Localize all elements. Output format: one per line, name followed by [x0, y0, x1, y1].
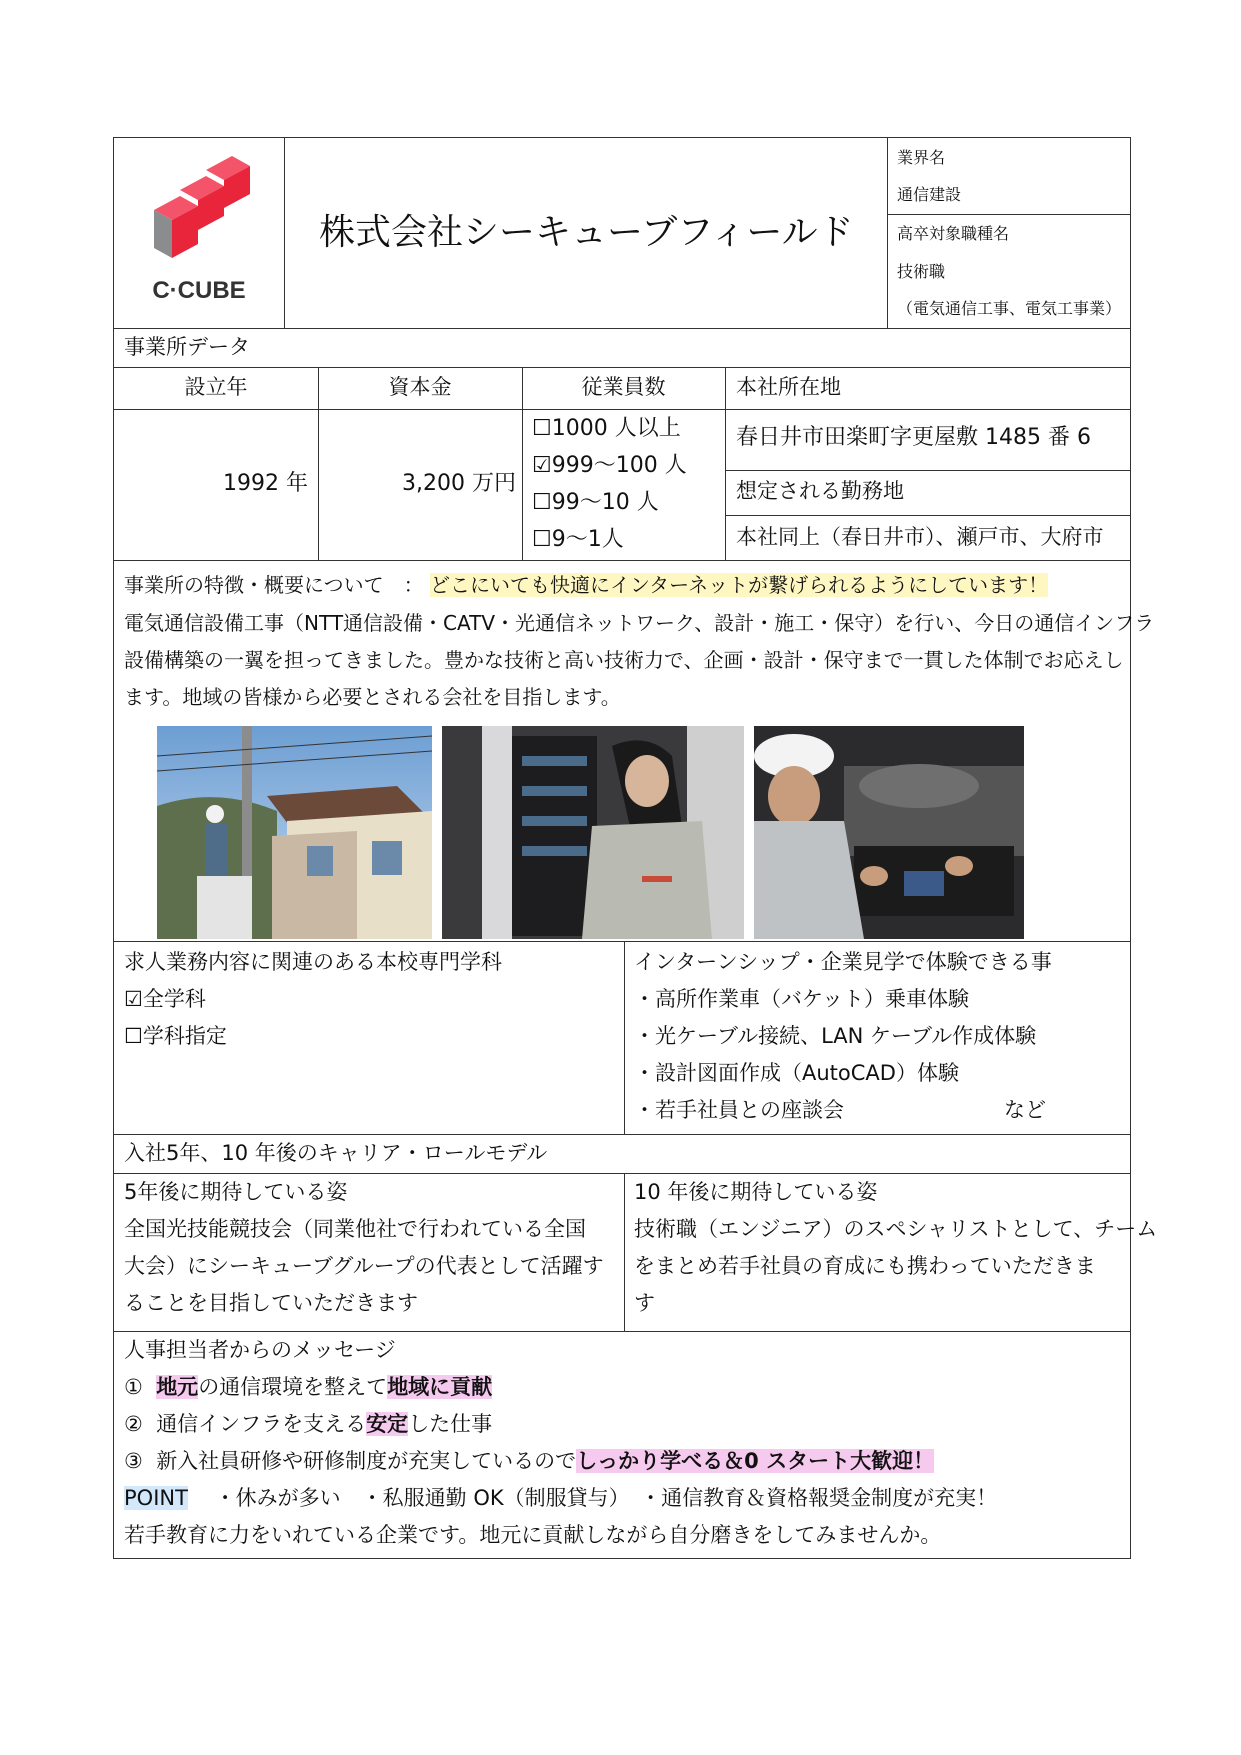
career-ten-line: す	[634, 1291, 655, 1315]
departments-title: 求人業務内容に関連のある本校専門学科	[124, 950, 502, 974]
career-ten-line: をまとめ若手社員の育成にも携わっていただきま	[634, 1254, 1096, 1278]
career-content-row	[113, 1174, 1158, 1332]
message-point-3	[124, 1449, 934, 1474]
workplace-label: 想定される勤務地	[736, 479, 904, 503]
message-text: した仕事	[408, 1412, 493, 1436]
message-point-2	[124, 1412, 492, 1437]
employee-option: ☐99～10 人	[532, 490, 659, 515]
closing-text: 若手教育に力をいれている企業です。地元に貢献しながら自分磨きをしてみませんか。	[124, 1523, 942, 1547]
message-point-1	[124, 1375, 492, 1400]
photo-pole-work	[157, 726, 432, 939]
point-label: POINT	[124, 1486, 188, 1510]
internship-title: インターンシップ・企業見学で体験できる事	[634, 950, 1052, 974]
overview-line: 設備構築の一翼を担ってきました。豊かな技術と高い技術力で、企画・設計・保守まで一貫した体制でお応えし	[124, 648, 1124, 672]
logo-text: C·CUBE	[152, 277, 246, 304]
overview-catchphrase: どこにいても快適にインターネットが繋げられるようにしています！	[429, 573, 1049, 597]
overview-line: ます。地域の皆様から必要とされる会社を目指します。	[124, 685, 621, 709]
employee-option: ☑999～100 人	[532, 453, 687, 478]
employee-option: ☐1000 人以上	[532, 416, 681, 441]
department-option: ☑全学科	[124, 987, 206, 1011]
office-data-title: 事業所データ	[124, 335, 250, 359]
header-employees: 従業員数	[581, 375, 666, 399]
department-option: ☐学科指定	[124, 1024, 227, 1048]
industry-value: 通信建設	[897, 185, 962, 204]
company-logo	[114, 138, 284, 328]
career-title: 入社5年、10 年後のキャリア・ロールモデル	[124, 1141, 548, 1165]
internship-item: ・若手社員との座談会	[634, 1098, 844, 1122]
job-value: 技術職	[897, 262, 946, 281]
internship-item: ・設計図面作成（AutoCAD）体験	[634, 1061, 959, 1085]
photo-rack-work	[442, 726, 744, 939]
job-info-sheet	[113, 137, 1158, 1559]
founded-year: 1992 年	[223, 471, 308, 496]
message-highlight: 地元	[156, 1375, 199, 1399]
message-text: 新入社員研修や研修制度が充実しているので	[156, 1449, 577, 1473]
job-detail: （電気通信工事、電気工事業）	[897, 299, 1122, 318]
career-five-line: 大会）にシーキューブグループの代表として活躍す	[124, 1254, 604, 1278]
address-value: 春日井市田楽町字更屋敷 1485 番 6	[736, 425, 1091, 450]
header-founded: 設立年	[184, 375, 248, 399]
message-number: ②	[124, 1412, 143, 1436]
overview-line: 電気通信設備工事（NTT通信設備・CATV・光通信ネットワーク、設計・施工・保守）を行い、今日の通信インフラ	[124, 611, 1155, 635]
career-five-line: ることを目指していただきます	[124, 1291, 418, 1315]
header-address: 本社所在地	[736, 375, 841, 399]
header-row	[113, 137, 1131, 329]
office-data-title-row	[113, 329, 1131, 368]
message-number: ①	[124, 1375, 143, 1399]
internship-item: ・高所作業車（バケット）乗車体験	[634, 987, 969, 1011]
career-five-line: 全国光技能競技会（同業他社で行われている全国	[124, 1217, 586, 1241]
career-ten-title: 10 年後に期待している姿	[634, 1180, 878, 1204]
employee-option: ☐9～1人	[532, 527, 624, 552]
cube-logo-icon	[114, 138, 284, 328]
industry-label: 業界名	[897, 148, 946, 167]
departments-internship-row	[113, 942, 1131, 1135]
career-title-row	[113, 1135, 1131, 1174]
overview-label-text: 事業所の特徴・概要について ：	[124, 573, 424, 597]
capital-value: 3,200 万円	[402, 471, 516, 496]
internship-etc: など	[1004, 1098, 1046, 1122]
internship-item: ・光ケーブル接続、LAN ケーブル作成体験	[634, 1024, 1037, 1048]
message-highlight: しっかり学べる＆0 スタート大歓迎！	[576, 1449, 935, 1473]
job-label: 高卒対象職種名	[897, 224, 1010, 243]
career-five-title: 5年後に期待している姿	[124, 1180, 348, 1204]
message-row	[113, 1332, 1131, 1559]
career-ten-line: 技術職（エンジニア）のスペシャリストとして、チーム	[634, 1217, 1158, 1241]
office-data-values-row	[113, 410, 1131, 561]
header-capital: 資本金	[388, 375, 452, 399]
point-line	[124, 1486, 997, 1511]
overview-row	[113, 561, 1155, 942]
message-text: の通信環境を整えて	[198, 1375, 388, 1399]
office-data-header-row	[113, 368, 1131, 410]
message-text: 通信インフラを支える	[156, 1412, 367, 1436]
overview-label	[124, 573, 1048, 597]
workplace-value: 本社同上（春日井市）、瀬戸市、大府市	[736, 525, 1104, 549]
message-number: ③	[124, 1449, 143, 1473]
company-name: 株式会社シーキューブフィールド	[319, 212, 854, 253]
point-text: ・休みが多い ・私服通勤 OK（制服貸与） ・通信教育＆資格報奨金制度が充実！	[214, 1486, 998, 1510]
message-highlight: 地域に貢献	[387, 1375, 493, 1399]
message-title: 人事担当者からのメッセージ	[124, 1338, 396, 1362]
message-highlight: 安定	[366, 1412, 409, 1436]
photo-fiber-splicing	[754, 726, 1024, 939]
